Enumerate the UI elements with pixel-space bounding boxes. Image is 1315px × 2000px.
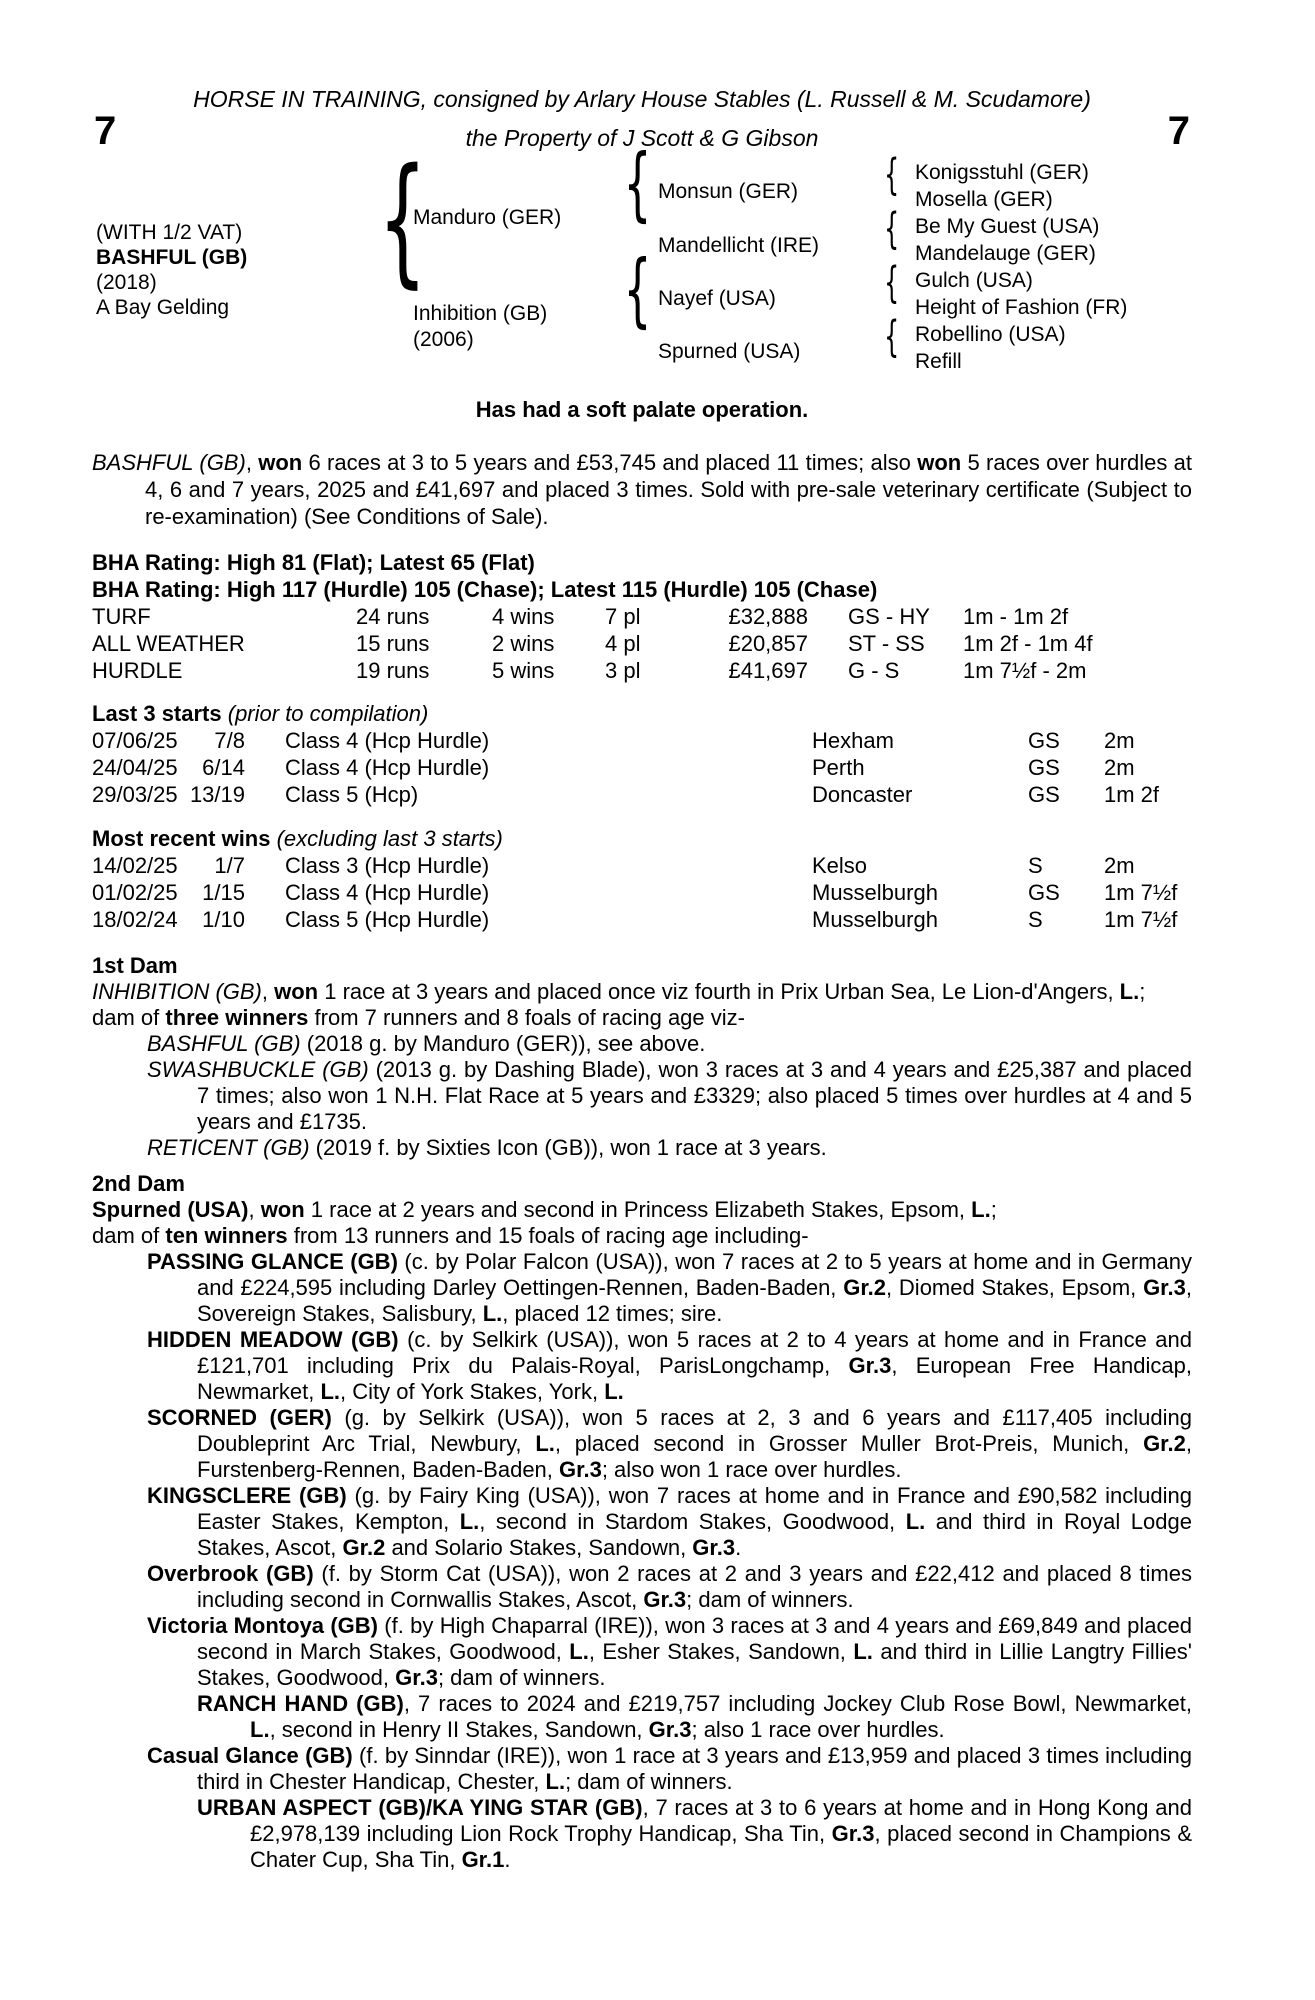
- surface-wins: 2 wins: [492, 631, 555, 656]
- pedigree-brace: [884, 271, 899, 296]
- great-grandparent: Mosella (GER): [915, 188, 1053, 211]
- great-grandparent: Refill: [915, 350, 962, 373]
- race-distance: 2m: [1104, 853, 1135, 878]
- pedigree-brace: [884, 217, 899, 242]
- grandsire-1: Monsun (GER): [658, 180, 799, 203]
- vat-note: (WITH 1/2 VAT): [96, 221, 243, 244]
- race-venue: Musselburgh: [812, 880, 938, 905]
- surface-distance: 1m 2f - 1m 4f: [963, 631, 1093, 656]
- surface-name: ALL WEATHER: [92, 631, 245, 656]
- great-grandparent: Mandelauge (GER): [915, 242, 1096, 265]
- great-grandparent: Konigsstuhl (GER): [915, 161, 1089, 184]
- produce-summary: dam of ten winners from 13 runners and 15 foals of racing age including-: [92, 1223, 809, 1248]
- horse-name: BASHFUL (GB): [96, 246, 248, 269]
- race-position: 13/19: [189, 782, 245, 807]
- race-summary-paragraph: BASHFUL (GB), won 6 races at 3 to 5 years and £53,745 and placed 11 times; also won 5 races over hurdles at 4, 6 and 7 years, 2025 and £41,697 and placed 3 times. Sold with pre-sale veterinary certificate (Subject to re-examination) (See Conditions of Sale).: [92, 450, 1192, 529]
- produce-summary: dam of three winners from 7 runners and 8 foals of racing age viz-: [92, 1005, 745, 1030]
- first-dam-heading: 1st Dam: [92, 953, 178, 978]
- section-title: Most recent wins: [92, 826, 271, 851]
- race-date: 24/04/25: [92, 755, 178, 780]
- race-date: 14/02/25: [92, 853, 178, 878]
- great-grandparent: Robellino (USA): [915, 323, 1066, 346]
- surface-name: HURDLE: [92, 658, 183, 683]
- consignor-line: HORSE IN TRAINING, consigned by Arlary House Stables (L. Russell & M. Scudamore): [193, 86, 1091, 112]
- most-recent-wins-block: [92, 825, 1192, 933]
- race-date: 01/02/25: [92, 880, 178, 905]
- produce-entry: RANCH HAND (GB), 7 races to 2024 and £219,757 including Jockey Club Rose Bowl, Newmarket, L., second in Henry II Stakes, Sandown, Gr.3; also 1 race over hurdles.: [197, 1691, 1192, 1742]
- last-3-starts-block: [92, 700, 1192, 808]
- race-venue: Perth: [812, 755, 865, 780]
- race-distance: 1m 7½f: [1104, 907, 1178, 932]
- race-date: 29/03/25: [92, 782, 178, 807]
- produce-entry: Casual Glance (GB) (f. by Sinndar (IRE)), won 1 race at 3 years and £13,959 and placed 3 times including third in Chester Handicap, Chester, L.; dam of winners.: [147, 1743, 1193, 1794]
- race-position: 1/15: [202, 880, 245, 905]
- surface-wins: 4 wins: [492, 604, 555, 629]
- race-row: [92, 852, 1192, 879]
- produce-entry: BASHFUL (GB) (2018 g. by Manduro (GER)), see above.: [147, 1031, 706, 1056]
- produce-entry: PASSING GLANCE (GB) (c. by Polar Falcon (USA)), won 7 races at 2 to 5 years at home and in Germany and £224,595 including Darley Oettingen-Rennen, Baden-Baden, Gr.2, Diomed Stakes, Epsom, Gr.3, Sovereign Stakes, Salisbury, L., placed 12 times; sire.: [147, 1249, 1193, 1326]
- last-3-starts-heading: [92, 700, 1192, 727]
- produce-entry: URBAN ASPECT (GB)/KA YING STAR (GB), 7 races at 3 to 6 years at home and in Hong Kong and £2,978,139 including Lion Rock Trophy Handicap, Sha Tin, Gr.3, placed second in Champions & Chater Cup, Sha Tin, Gr.1.: [197, 1795, 1192, 1872]
- race-venue: Kelso: [812, 853, 868, 878]
- produce-entry: KINGSCLERE (GB) (g. by Fairy King (USA)), won 7 races at home and in France and £90,582 including Easter Stakes, Kempton, L., second in Stardom Stakes, Goodwood, L. and third in Royal Lodge Stakes, Ascot, Gr.2 and Solario Stakes, Sandown, Gr.3.: [147, 1483, 1193, 1560]
- produce-entry: Overbrook (GB) (f. by Storm Cat (USA)), won 2 races at 2 and 3 years and £22,412 and placed 8 times including second in Cornwallis Stakes, Ascot, Gr.3; dam of winners.: [147, 1561, 1192, 1612]
- race-row: [92, 906, 1192, 933]
- bha-rating-block: [92, 549, 1192, 684]
- race-going: GS: [1028, 880, 1060, 905]
- race-distance: 2m: [1104, 755, 1135, 780]
- dam-race-record: Spurned (USA), won 1 race at 2 years and second in Princess Elizabeth Stakes, Epsom, L.;: [92, 1197, 997, 1222]
- foaling-year: (2018): [96, 271, 157, 294]
- produce-entry: SWASHBUCKLE (GB) (2013 g. by Dashing Blade), won 3 races at 3 and 4 years and £25,387 and placed 7 times; also won 1 N.H. Flat Race at 5 years and £3329; also placed 5 times over hurdles at 4 and 5 years and £1735.: [147, 1057, 1192, 1134]
- surface-placed: 7 pl: [605, 604, 641, 629]
- surface-going: ST - SS: [848, 631, 925, 656]
- most-recent-wins-heading: [92, 825, 1192, 852]
- dam-race-record: INHIBITION (GB), won 1 race at 3 years and placed once viz fourth in Prix Urban Sea, Le Lion-d'Angers, L.;: [92, 979, 1146, 1004]
- race-venue: Musselburgh: [812, 907, 938, 932]
- section-title: Last 3 starts: [92, 701, 222, 726]
- grandsire-2: Nayef (USA): [658, 287, 776, 310]
- race-date: 07/06/25: [92, 728, 178, 753]
- surface-record-row: [92, 603, 1192, 630]
- race-class: Class 4 (Hcp Hurdle): [285, 880, 490, 905]
- lot-number-left: 7: [94, 109, 117, 153]
- race-distance: 1m 2f: [1104, 782, 1160, 807]
- race-position: 6/14: [202, 755, 245, 780]
- surface-placed: 4 pl: [605, 631, 641, 656]
- produce-entry: RETICENT (GB) (2019 f. by Sixties Icon (GB)), won 1 race at 3 years.: [147, 1135, 827, 1160]
- race-distance: 1m 7½f: [1104, 880, 1178, 905]
- race-row: [92, 781, 1192, 808]
- race-position: 1/7: [214, 853, 245, 878]
- horse-description: A Bay Gelding: [96, 296, 230, 319]
- race-class: Class 4 (Hcp Hurdle): [285, 728, 490, 753]
- pedigree-brace: [884, 325, 899, 350]
- race-class: Class 3 (Hcp Hurdle): [285, 853, 490, 878]
- race-date: 18/02/24: [92, 907, 178, 932]
- dam-name: Inhibition (GB): [413, 302, 548, 325]
- second-dam-heading: 2nd Dam: [92, 1171, 185, 1196]
- surface-going: GS - HY: [848, 604, 930, 629]
- race-going: S: [1028, 907, 1043, 932]
- race-class: Class 5 (Hcp): [285, 782, 419, 807]
- produce-entry: HIDDEN MEADOW (GB) (c. by Selkirk (USA)), won 5 races at 2 to 4 years at home and in France and £121,701 including Prix du Palais-Royal, ParisLongchamp, Gr.3, European Free Handicap, Newmarket, L., City of York Stakes, York, L.: [147, 1327, 1192, 1404]
- granddam-2: Spurned (USA): [658, 340, 801, 363]
- race-row: [92, 754, 1192, 781]
- race-row: [92, 727, 1192, 754]
- great-grandparent: Gulch (USA): [915, 269, 1033, 292]
- surface-runs: 15 runs: [356, 631, 430, 656]
- race-going: GS: [1028, 755, 1060, 780]
- race-position: 7/8: [214, 728, 245, 753]
- race-venue: Hexham: [812, 728, 894, 753]
- bha-rating-flat: BHA Rating: High 81 (Flat); Latest 65 (Flat): [92, 550, 535, 575]
- pedigree-brace: [623, 171, 651, 196]
- lot-number-right: 7: [1167, 109, 1190, 153]
- produce-entry: SCORNED (GER) (g. by Selkirk (USA)), won 5 races at 2, 3 and 6 years and £117,405 including Doubleprint Arc Trial, Newbury, L., placed second in Grosser Muller Brot-Preis, Munich, Gr.2, Furstenberg-Rennen, Baden-Baden, Gr.3; also won 1 race over hurdles.: [147, 1405, 1193, 1482]
- surface-distance: 1m - 1m 2f: [963, 604, 1069, 629]
- race-venue: Doncaster: [812, 782, 913, 807]
- surface-earnings: £20,857: [728, 631, 808, 656]
- great-grandparent: Be My Guest (USA): [915, 215, 1100, 238]
- health-note: Has had a soft palate operation.: [475, 397, 809, 422]
- race-going: S: [1028, 853, 1043, 878]
- bha-rating-jumps: BHA Rating: High 117 (Hurdle) 105 (Chase); Latest 115 (Hurdle) 105 (Chase): [92, 577, 878, 602]
- race-distance: 2m: [1104, 728, 1135, 753]
- section-subtitle: (prior to compilation): [227, 701, 429, 726]
- race-going: GS: [1028, 728, 1060, 753]
- first-dam-section: [92, 953, 1192, 1161]
- sire-name: Manduro (GER): [413, 206, 562, 229]
- race-going: GS: [1028, 782, 1060, 807]
- second-dam-section: [92, 1171, 1192, 1873]
- surface-going: G - S: [848, 658, 900, 683]
- surface-runs: 19 runs: [356, 658, 430, 683]
- property-line: the Property of J Scott & G Gibson: [465, 125, 819, 151]
- surface-record-row: [92, 657, 1192, 684]
- surface-name: TURF: [92, 604, 151, 629]
- produce-entry: Victoria Montoya (GB) (f. by High Chaparral (IRE)), won 3 races at 3 and 4 years and £69,849 and placed second in March Stakes, Goodwood, L., Esher Stakes, Sandown, L. and third in Lillie Langtry Fillies' Stakes, Goodwood, Gr.3; dam of winners.: [147, 1613, 1192, 1690]
- race-class: Class 5 (Hcp Hurdle): [285, 907, 490, 932]
- race-position: 1/10: [202, 907, 245, 932]
- pedigree-brace: [884, 163, 899, 188]
- surface-distance: 1m 7½f - 2m: [963, 658, 1087, 683]
- great-grandparent: Height of Fashion (FR): [915, 296, 1128, 319]
- dam-year: (2006): [413, 328, 474, 351]
- granddam-1: Mandellicht (IRE): [658, 234, 820, 257]
- pedigree-brace: [623, 277, 651, 302]
- surface-placed: 3 pl: [605, 658, 641, 683]
- race-row: [92, 879, 1192, 906]
- section-subtitle: (excluding last 3 starts): [276, 826, 503, 851]
- surface-runs: 24 runs: [356, 604, 430, 629]
- surface-earnings: £41,697: [728, 658, 808, 683]
- surface-record-row: [92, 630, 1192, 657]
- pedigree-table: [92, 159, 1192, 377]
- surface-earnings: £32,888: [728, 604, 808, 629]
- surface-wins: 5 wins: [492, 658, 555, 683]
- race-class: Class 4 (Hcp Hurdle): [285, 755, 490, 780]
